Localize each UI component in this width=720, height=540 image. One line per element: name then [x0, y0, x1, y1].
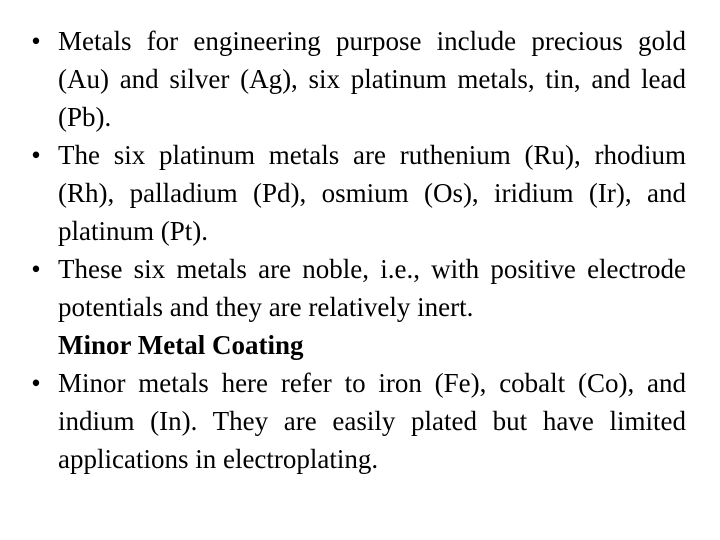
bullet-item-noble-metals	[22, 250, 686, 364]
bullet-item-precious-metals	[22, 22, 686, 136]
bullet-text: The six platinum metals are ruthenium (Ru), rhodium (Rh), palladium (Pd), osmium (Os), iridium (Ir), and platinum (Pt).	[58, 140, 686, 246]
bullet-text: Minor metals here refer to iron (Fe), cobalt (Co), and indium (In). They are easily plated but have limited applications in electroplating.	[58, 368, 686, 474]
section-heading-minor-metal-coating: Minor Metal Coating	[58, 330, 304, 360]
bullet-list	[22, 22, 686, 478]
bullet-item-minor-metals	[22, 364, 686, 478]
bullet-dot-icon: •	[31, 254, 41, 284]
bullet-text: These six metals are noble, i.e., with positive electrode potentials and they are relatively inert.	[58, 254, 686, 322]
bullet-text: Metals for engineering purpose include precious gold (Au) and silver (Ag), six platinum metals, tin, and lead (Pb).	[58, 26, 686, 132]
bullet-item-platinum-metals	[22, 136, 686, 250]
bullet-dot-icon: •	[31, 26, 41, 56]
bullet-dot-icon: •	[31, 368, 41, 398]
bullet-dot-icon: •	[31, 140, 41, 170]
